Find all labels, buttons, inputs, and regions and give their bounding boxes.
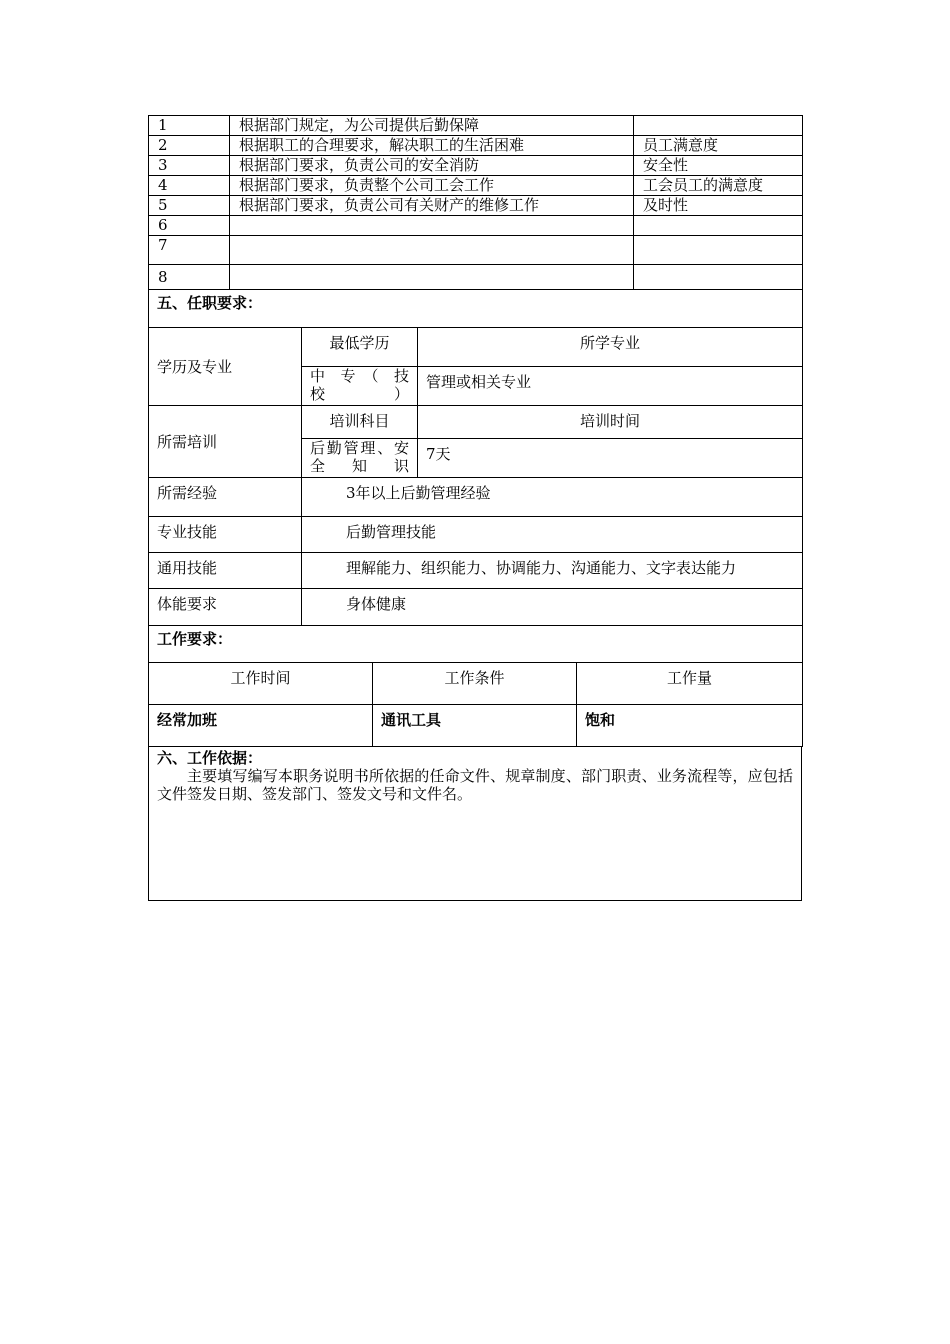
major-value: 管理或相关专业	[418, 367, 803, 406]
work-time-header: 工作时间	[149, 663, 373, 705]
duties-table	[148, 115, 803, 290]
table-row	[149, 290, 803, 328]
work-requirements-table-body	[149, 626, 803, 747]
min-education-header: 最低学历	[302, 328, 418, 367]
table-row	[149, 517, 803, 553]
job-description-document	[148, 115, 802, 901]
duty-standard: 及时性	[634, 196, 803, 216]
duty-standard	[634, 116, 803, 136]
table-row	[149, 216, 803, 236]
training-label: 所需培训	[149, 406, 302, 478]
table-row	[149, 156, 803, 176]
duty-number: 1	[149, 116, 230, 136]
qualifications-table-body	[149, 290, 803, 626]
work-basis-table-body	[149, 747, 802, 901]
table-row	[149, 328, 803, 367]
table-row	[149, 663, 803, 705]
duty-description: 根据部门要求，负责公司有关财产的维修工作	[230, 196, 634, 216]
work-basis-table	[148, 746, 802, 901]
duty-number: 6	[149, 216, 230, 236]
table-row	[149, 136, 803, 156]
workload-value: 饱和	[577, 705, 803, 747]
duty-description	[230, 265, 634, 290]
table-row	[149, 589, 803, 626]
duty-description: 根据职工的合理要求，解决职工的生活困难	[230, 136, 634, 156]
work-basis-cell	[149, 747, 802, 901]
physical-value: 身体健康	[302, 589, 803, 626]
general-skills-label: 通用技能	[149, 553, 302, 589]
duty-standard	[634, 216, 803, 236]
work-requirements-table	[148, 625, 803, 747]
duty-description	[230, 216, 634, 236]
duty-standard: 安全性	[634, 156, 803, 176]
physical-label: 体能要求	[149, 589, 302, 626]
qualifications-table	[148, 289, 803, 626]
duty-number: 2	[149, 136, 230, 156]
duties-table-body	[149, 116, 803, 290]
duty-standard: 员工满意度	[634, 136, 803, 156]
work-basis-heading: 六、工作依据：	[157, 749, 263, 767]
table-row	[149, 196, 803, 216]
major-header: 所学专业	[418, 328, 803, 367]
work-condition-header: 工作条件	[373, 663, 577, 705]
general-skills-value: 理解能力、组织能力、协调能力、沟通能力、文字表达能力	[302, 553, 803, 589]
duty-description	[230, 236, 634, 265]
experience-label: 所需经验	[149, 478, 302, 517]
min-education-value: 中 专 （ 技校）	[302, 367, 418, 406]
training-time-header: 培训时间	[418, 406, 803, 439]
table-row	[149, 265, 803, 290]
table-row	[149, 626, 803, 663]
duty-number: 5	[149, 196, 230, 216]
work-basis-text: 主要填写编写本职务说明书所依据的任命文件、规章制度、部门职责、业务流程等，应包括文件签发日期、签发部门、签发文号和文件名。	[157, 767, 793, 803]
work-requirements-heading: 工作要求：	[149, 626, 803, 663]
professional-skills-value: 后勤管理技能	[302, 517, 803, 553]
table-row	[149, 747, 802, 901]
table-row	[149, 705, 803, 747]
work-time-value: 经常加班	[149, 705, 373, 747]
training-subject-header: 培训科目	[302, 406, 418, 439]
table-row	[149, 176, 803, 196]
duty-standard	[634, 236, 803, 265]
education-label: 学历及专业	[149, 328, 302, 406]
professional-skills-label: 专业技能	[149, 517, 302, 553]
training-subject-value: 后勤管理、安全知识	[302, 439, 418, 478]
duty-number: 8	[149, 265, 230, 290]
table-row	[149, 116, 803, 136]
qualifications-heading: 五、任职要求：	[149, 290, 803, 328]
duty-description: 根据部门要求，负责整个公司工会工作	[230, 176, 634, 196]
duty-number: 7	[149, 236, 230, 265]
work-condition-value: 通讯工具	[373, 705, 577, 747]
table-row	[149, 236, 803, 265]
experience-value: 3年以上后勤管理经验	[302, 478, 803, 517]
table-row	[149, 553, 803, 589]
duty-standard: 工会员工的满意度	[634, 176, 803, 196]
duty-number: 3	[149, 156, 230, 176]
duty-standard	[634, 265, 803, 290]
duty-number: 4	[149, 176, 230, 196]
table-row	[149, 406, 803, 439]
table-row	[149, 478, 803, 517]
duty-description: 根据部门规定，为公司提供后勤保障	[230, 116, 634, 136]
workload-header: 工作量	[577, 663, 803, 705]
duty-description: 根据部门要求，负责公司的安全消防	[230, 156, 634, 176]
training-time-value: 7天	[418, 439, 803, 478]
